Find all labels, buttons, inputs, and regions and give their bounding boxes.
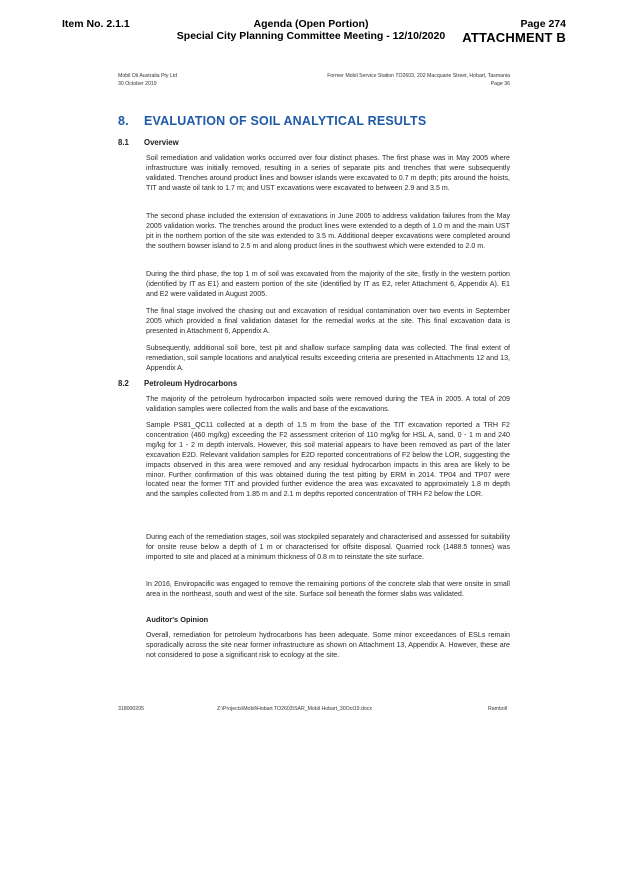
- paragraph: The majority of the petroleum hydrocarbon impacted soils were removed during the TEA in 2005. A total of 209 validation samples were collected from the walls and base of the excavations.: [146, 395, 510, 413]
- agenda-title: Agenda (Open Portion): [253, 18, 369, 30]
- doc-number: 318000205: [118, 706, 144, 712]
- attachment-label: ATTACHMENT B: [462, 30, 566, 45]
- paragraph: Sample PS81_QC11 collected at a depth of 1.5 m from the base of the TIT excavation reported a TRH F2 concentration (460 mg/kg) exceeding the F2 assessment criterion of 110 mg/kg for HSL A, sand, 0 - 1 m and 240 mg/kg for 1 - 2 m depth intervals. However, this soil material appears to have been removed as part of the later excavation E2D. Relevant validation samples for E2D reported concentrations of F2 below the LOR, suggesting the impacts observed in this area were removed and any residual hydrocarbon impacts in this area are likely to be minor. Further confirmation of this was obtained during the test pitting by ERM in 2014. TP04 and TP07 were located near the former TIT and provided further evidence the area was excavated to approximately 1.8 m depth and the samples collected from 1.85 m and 2.1 m depths reported concentration of TRH F2 below the LOR.: [146, 421, 510, 499]
- meeting-title: Special City Planning Committee Meeting - 12/10/2020: [176, 30, 446, 42]
- subsection-title: Petroleum Hydrocarbons: [144, 379, 238, 388]
- doc-meta-right: [288, 72, 510, 88]
- doc-meta-left: [118, 72, 177, 88]
- auditors-opinion-heading: Auditor's Opinion: [146, 615, 209, 624]
- item-number: Item No. 2.1.1: [62, 18, 130, 30]
- paragraph: During each of the remediation stages, soil was stockpiled separately and characterised and assessed for suitability for onsite reuse below a depth of 1 m or characterised for offsite disposal. Quarried rock (1488.5 tonnes) was imported to site and placed at a minimum thickness of 0.8 m to reinstate the site surface.: [146, 533, 510, 561]
- subsection-number: 8.1: [118, 138, 129, 147]
- paragraph: The final stage involved the chasing out and excavation of residual contamination over two events in September 2005 which provided a final validation dataset for the remedial works at the site. This final excavation data is presented in Attachment 6, Appendix A.: [146, 307, 510, 335]
- paragraph: In 2016, Enviropacific was engaged to remove the remaining portions of the concrete slab that were onsite in small area in the northeast, south and west of the site. Surface soil beneath the former slabs was validated.: [146, 580, 510, 598]
- site-name: Former Mobil Service Station TO2603, 202 Macquarie Street, Hobart, Tasmania: [327, 73, 510, 79]
- file-path: Z:\Projects\Mobil\Hobart TO2603\SAR_Mobil Hobart_30Oct19.docx: [217, 706, 372, 712]
- section-number: 8.: [118, 114, 129, 128]
- paragraph: During the third phase, the top 1 m of soil was excavated from the majority of the site, firstly in the western portion (identified by IT as E1) and eastern portion of the site (identified by IT as E2, refer Attachment 6, Appendix A). E1 and E2 were validated in August 2005.: [146, 270, 510, 298]
- page-number: Page 274: [520, 18, 566, 30]
- agenda-header: [150, 18, 472, 42]
- section-heading: [118, 114, 426, 128]
- subsection-title: Overview: [144, 138, 179, 147]
- auditors-opinion-text: Overall, remediation for petroleum hydrocarbons has been adequate. Some minor exceedances of ESLs remain sporadically across the site near former infrastructure as shown on Attachment 13, Appendix A. However, these are not considered to pose a significant risk to ecology at the site.: [146, 631, 510, 659]
- paragraph: The second phase included the extension of excavations in June 2005 to address validation failures from the May 2005 validation works. The trenches around the product lines were extended to a depth of 1.0 m and the main UST pit in the northern portion of the site was extended to 3.5 m. Additional deeper excavations were completed around the southern bowser island to 2.5 m and along product lines in the southwest which were extended to 2.0 m.: [146, 212, 510, 250]
- doc-page-number: Page 36: [490, 81, 510, 87]
- page-header-right: [462, 18, 566, 45]
- subsection-number: 8.2: [118, 379, 129, 388]
- paragraph: Soil remediation and validation works occurred over four distinct phases. The first phase was in May 2005 where infrastructure was initially removed, resulting in a series of separate pits and trenches that were subsequently validated. Trenches around product lines and bowser islands were excavated to 0.7 m depth; pits around the hoists, TIT and waste oil tank to 1.7 m; and UST excavations were excavated to between 2.9 and 3.5 m.: [146, 154, 510, 192]
- report-date: 30 October 2019: [118, 81, 157, 87]
- section-title: EVALUATION OF SOIL ANALYTICAL RESULTS: [144, 114, 427, 128]
- company-name: Mobil Oil Australia Pty Ltd: [118, 73, 178, 79]
- brand-name: Ramboll: [488, 706, 508, 712]
- paragraph: Subsequently, additional soil bore, test pit and shallow surface sampling data was collected. The final extent of remediation, soil sample locations and analytical results exceeding criteria are presented in Attachments 12 and 13, Appendix A.: [146, 344, 510, 372]
